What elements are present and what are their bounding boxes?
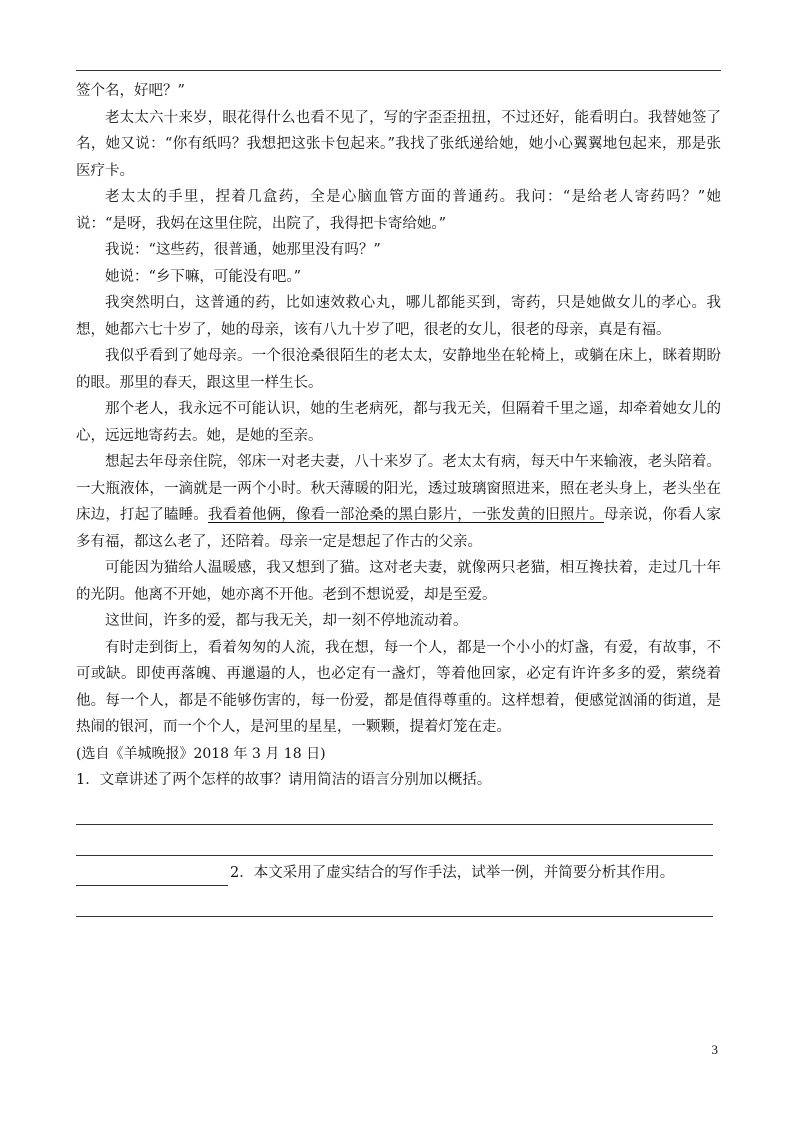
article-body (76, 78, 721, 917)
answer-line-2[interactable] (76, 825, 713, 856)
paragraph-6: 我突然明白，这普通的药，比如速效救心丸，哪儿都能买到，寄药，只是她做女儿的孝心。我想，她都六七十岁了，她的母亲，该有八九十岁了吧，很老的女儿，很老的母亲，真是有福。 (76, 295, 721, 338)
paragraph-9 (76, 449, 721, 555)
question-1: 1．文章讲述了两个怎样的故事？请用简洁的语言分别加以概括。 (76, 772, 492, 788)
paragraph-11: 这世间，许多的爱，都与我无关，却一刻不停地流动着。 (105, 613, 468, 629)
paragraph-4: 我说：“这些药，很普通，她那里没有吗？” (105, 242, 381, 258)
paragraph-3: 老太太的手里，捏着几盒药，全是心脑血管方面的普通药。我问：“是给老人寄药吗？”她说：“是呀，我妈在这里住院，出院了，我得把卡寄给她。” (76, 189, 721, 232)
paragraph-12: 有时走到街上，看着匆匆的人流，我在想，每一个人，都是一个小小的灯盏，有爱，有故事，不可或缺。即使再落魄、再邋遢的人，也必定有一盏灯，等着他回家，必定有许许多多的爱，萦绕着他。每一个人，都是不能够伤害的，每一份爱，都是值得尊重的。这样想着，便感觉汹涌的街道，是热闹的银河，而一个个人，是河里的星星，一颗颗，提着灯笼在走。 (76, 639, 721, 735)
header-rule (76, 70, 721, 71)
answer-line-3[interactable] (76, 886, 713, 917)
paragraph-9-before: 想起去年母亲住院，邻床一对老夫妻，八十来岁了。老太太有病，每天中午来输液，老头陪着。一大瓶液体，一滴就是一两个小时。秋天薄暖的阳光，透过玻璃窗照进来，照在老头身上，老头坐在床边，打起了瞌睡。 (76, 454, 721, 523)
paragraph-9-after: 母亲说，你看人家多有福，都这么老了，还陪着。母亲一定是想起了作古的父亲。 (76, 507, 722, 550)
source-citation: (选自《羊城晚报》2018 年 3 月 18 日) (76, 745, 326, 762)
question-2-row (76, 860, 721, 887)
paragraph-10: 可能因为猫给人温暖感，我又想到了猫。这对老夫妻，就像两只老猫，相互搀扶着，走过几十年的光阴。他离不开她，她亦离不开他。老到不想说爱，却是至爱。 (76, 560, 721, 603)
question-2: 2．本文采用了虚实结合的写作手法，试举一例，并简要分析其作用。 (230, 864, 675, 881)
answer-blank[interactable] (76, 869, 228, 886)
paragraph-7: 我似乎看到了她母亲。一个很沧桑很陌生的老太太，安静地坐在轮椅上，或躺在床上，眯着期盼的眼。那里的春天，跟这里一样生长。 (76, 348, 721, 391)
paragraph-8: 那个老人，我永远不可能认识，她的生老病死，都与我无关，但隔着千里之遥，却牵着她女儿的心，远远地寄药去。她，是她的至亲。 (76, 401, 721, 444)
paragraph-2: 老太太六十来岁，眼花得什么也看不见了，写的字歪歪扭扭，不过还好，能看明白。我替她签了名，她又说：“你有纸吗？我想把这张卡包起来。”我找了张纸递给她，她小心翼翼地包起来，那是张医疗卡。 (76, 109, 721, 179)
page-number: 3 (711, 1042, 718, 1057)
underlined-sentence: 我看着他俩，像看一部沧桑的黑白影片，一张发黄的旧照片。 (207, 507, 604, 523)
paragraph-5: 她说：“乡下嘛，可能没有吧。” (105, 268, 302, 285)
paragraph-1: 签个名，好吧？” (76, 83, 185, 99)
answer-line-1[interactable] (76, 794, 713, 825)
